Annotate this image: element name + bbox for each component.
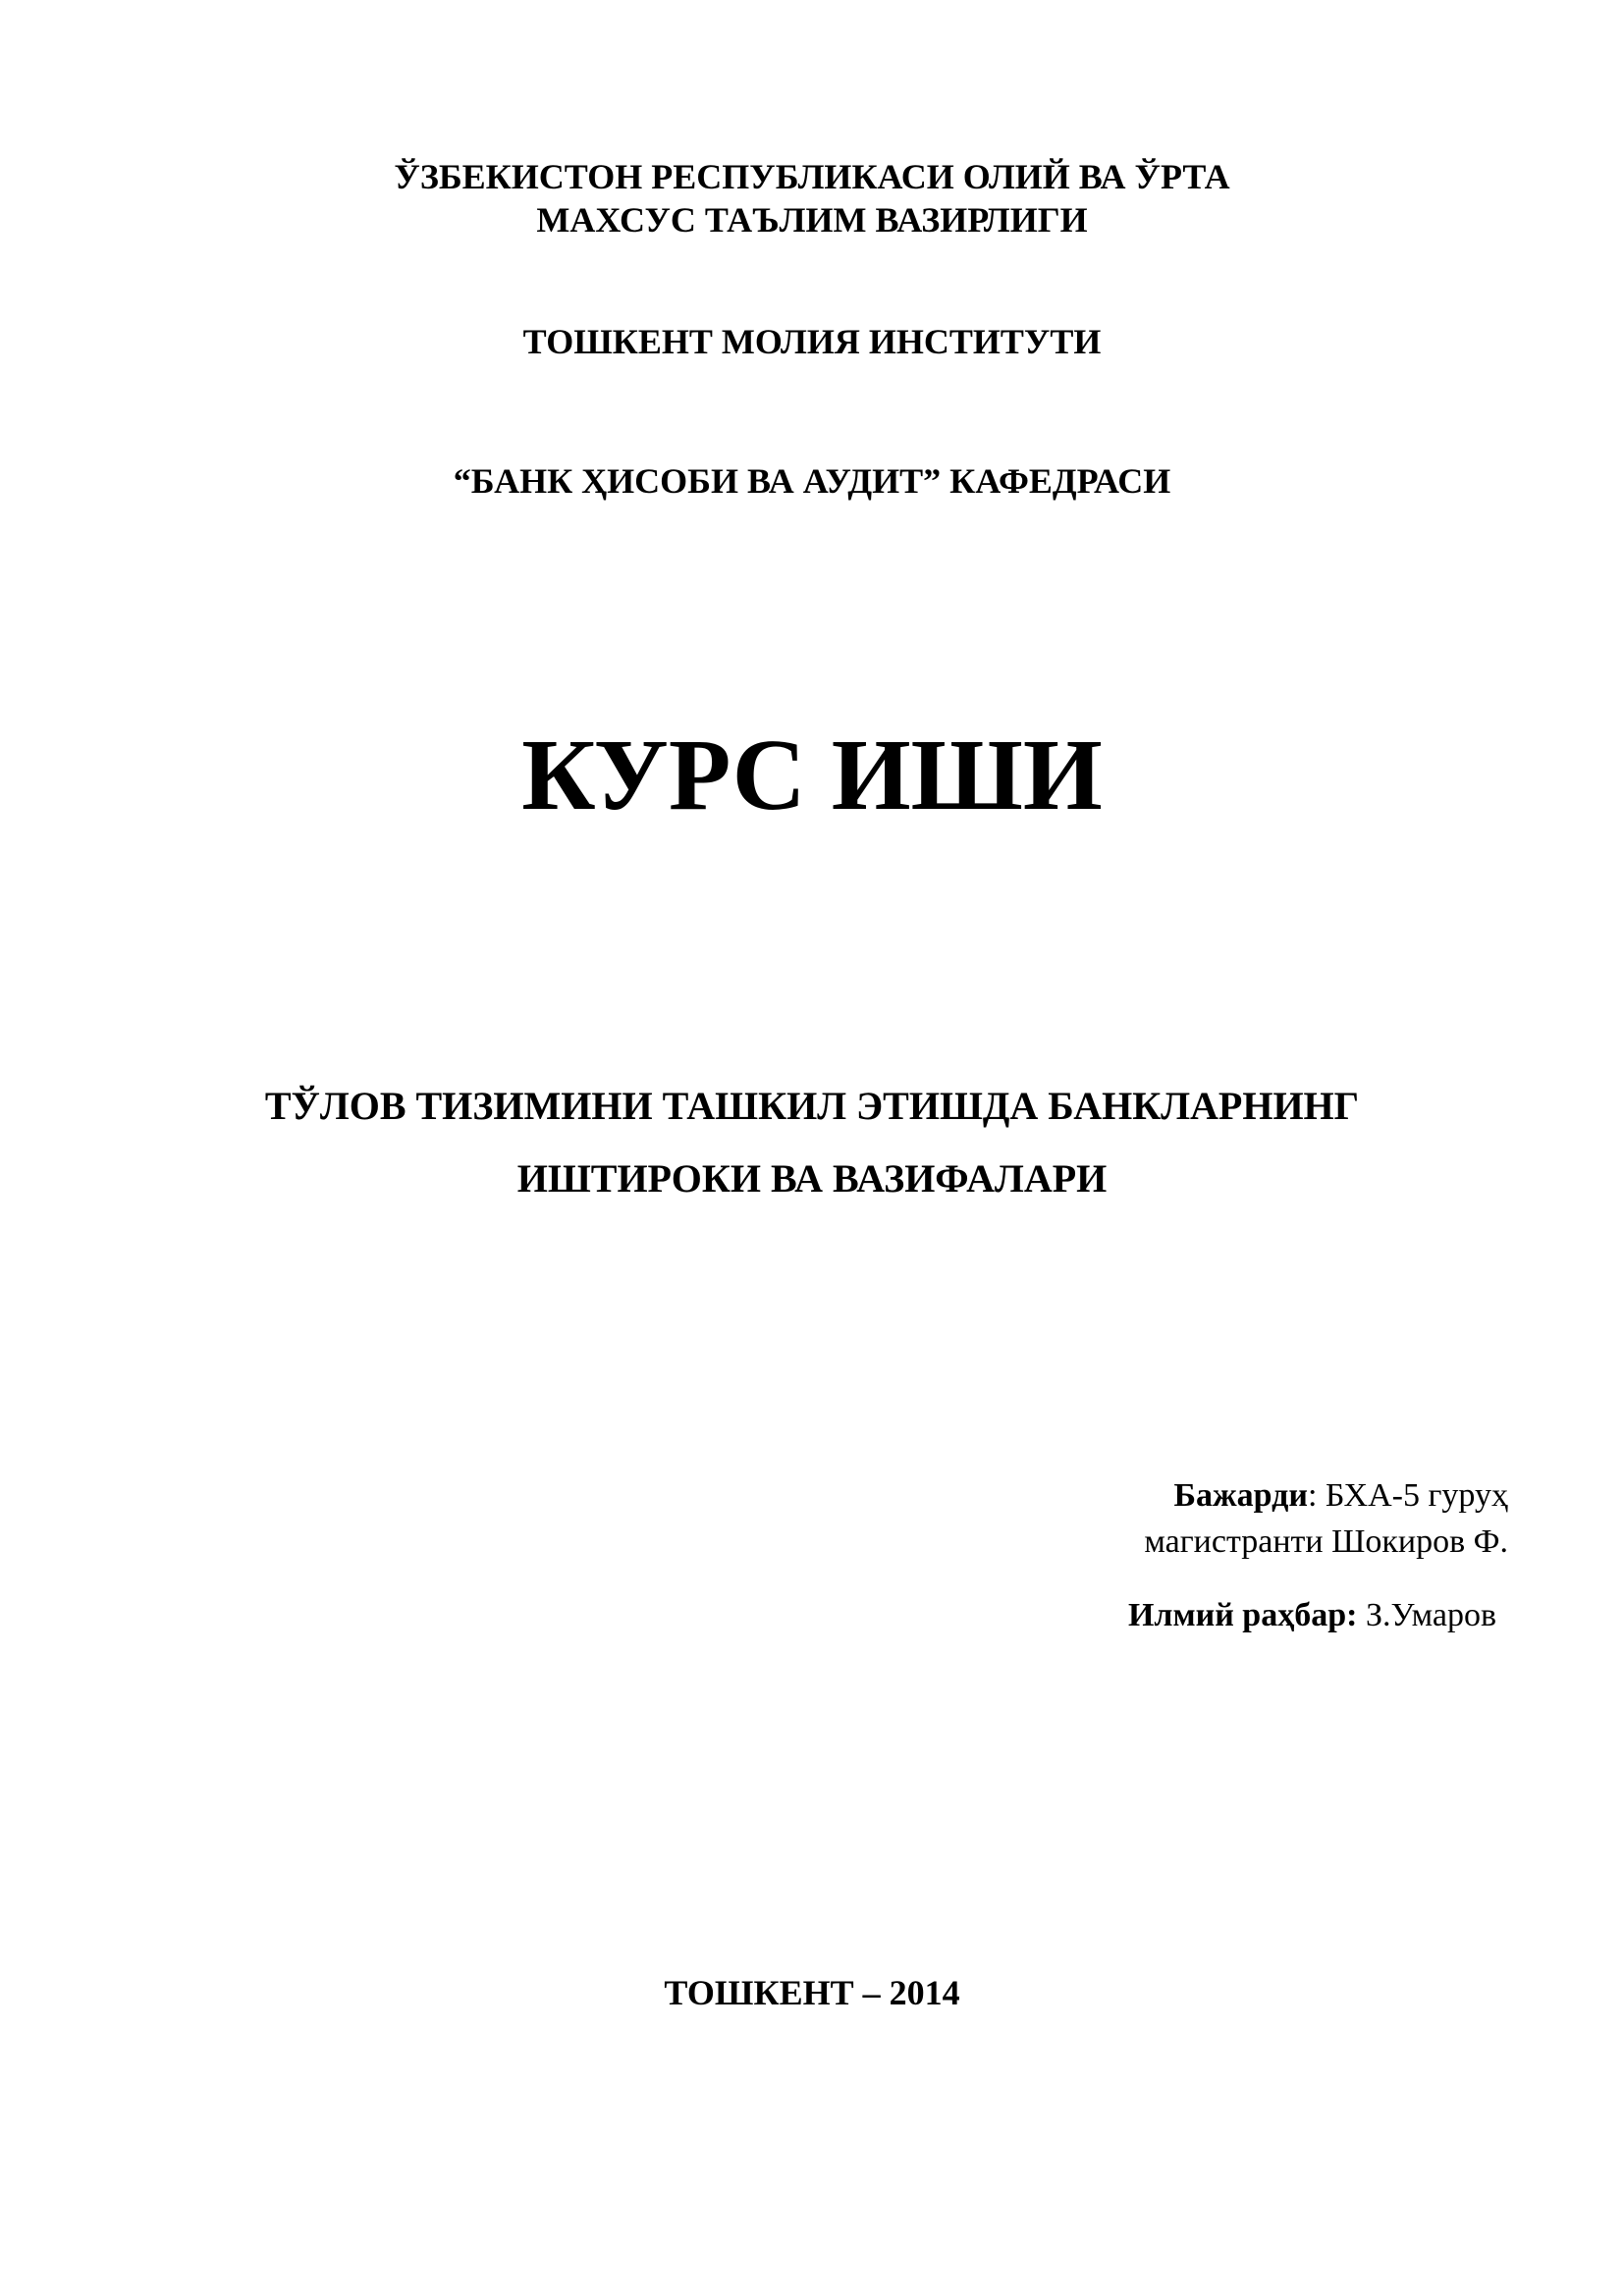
author-name: магистранти Шокиров Ф. [1144, 1523, 1508, 1560]
supervisor-label: Илмий раҳбар: [1127, 1597, 1358, 1633]
topic-line-1: ТЎЛОВ ТИЗИМИНИ ТАШКИЛ ЭТИШДА БАНКЛАРНИНГ [264, 1084, 1360, 1128]
supervisor-block [1128, 1592, 1496, 1638]
ministry-heading [0, 155, 1624, 241]
author-block [1144, 1472, 1508, 1565]
supervisor-name: З.Умаров [1357, 1597, 1496, 1633]
institute-name: ТОШКЕНТ МОЛИЯ ИНСТИТУТИ [522, 322, 1102, 361]
ministry-line-2: МАХСУС ТАЪЛИМ ВАЗИРЛИГИ [536, 200, 1088, 240]
document-type-title: КУРС ИШИ [521, 719, 1103, 831]
department-name: “БАНК ҲИСОБИ ВА АУДИТ” КАФЕДРАСИ [453, 461, 1171, 501]
topic-title [0, 1070, 1624, 1215]
author-group-line [1144, 1472, 1508, 1519]
ministry-line-1: ЎЗБЕКИСТОН РЕСПУБЛИКАСИ ОЛИЙ ВА ЎРТА [394, 157, 1230, 196]
topic-line-2: ИШТИРОКИ ВА ВАЗИФАЛАРИ [516, 1156, 1108, 1201]
city-year: ТОШКЕНТ – 2014 [664, 1973, 960, 2012]
author-group: : БХА-5 гуруҳ [1307, 1477, 1508, 1514]
author-label: Бажарди [1173, 1477, 1308, 1514]
